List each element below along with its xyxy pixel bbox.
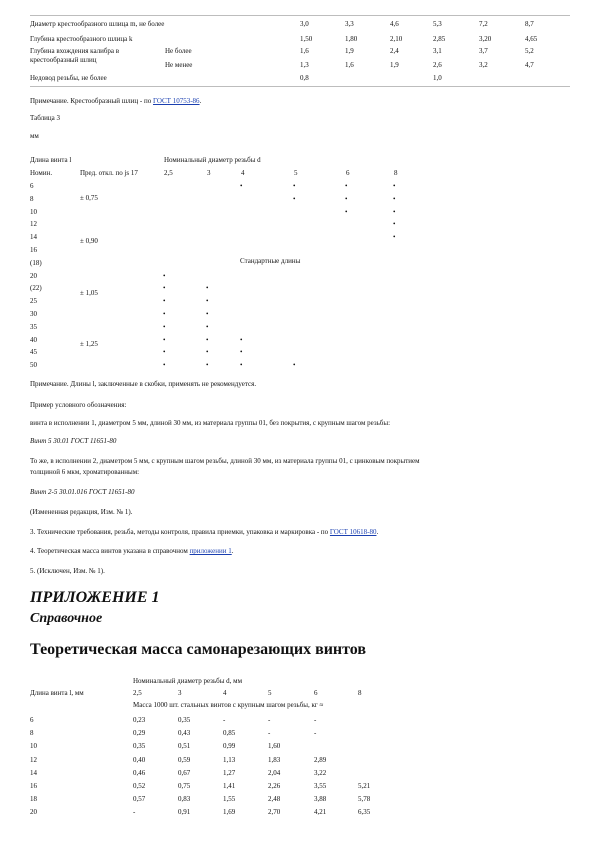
mass-diameter-header: 8 <box>358 689 362 697</box>
mass-cell: 1,83 <box>268 756 281 764</box>
cell: 5,3 <box>433 20 442 28</box>
mass-length-cell: 12 <box>30 756 37 764</box>
cell: 7,2 <box>479 20 488 28</box>
length-cell: 10 <box>30 208 37 216</box>
mass-cell: 0,52 <box>133 782 146 790</box>
mass-cell: 0,35 <box>133 742 146 750</box>
mass-cell: 0,83 <box>178 795 191 803</box>
table-caption: Таблица 3 <box>30 114 60 122</box>
mass-cell: 0,29 <box>133 729 146 737</box>
availability-mark: • <box>393 220 396 228</box>
example2-text-cont: толщиной 6 мкм, хроматированным: <box>30 468 140 476</box>
availability-mark: • <box>393 233 396 241</box>
mass-diameter-header: 6 <box>314 689 318 697</box>
availability-mark: • <box>163 284 166 292</box>
deviation-cell: ± 1,25 <box>80 340 98 348</box>
mass-cell: 5,78 <box>358 795 371 803</box>
mass-cell: 3,22 <box>314 769 327 777</box>
availability-mark: • <box>240 182 243 190</box>
mass-cell: 0,85 <box>223 729 236 737</box>
gost-10618-link[interactable]: ГОСТ 10618-80 <box>329 528 377 536</box>
standard-lengths-label: Стандартные длины <box>240 257 301 265</box>
cell: 1,50 <box>300 35 313 43</box>
cell: 1,6 <box>345 61 354 69</box>
revised-note: (Измененная редакция, Изм. № 1). <box>30 508 133 516</box>
mass-cell: 2,89 <box>314 756 327 764</box>
cell: 4,6 <box>390 20 399 28</box>
mass-cell: 0,23 <box>133 716 146 724</box>
cell: 1,9 <box>345 47 354 55</box>
mass-cell: 0,57 <box>133 795 146 803</box>
mass-cell: 0,46 <box>133 769 146 777</box>
mass-cell: 3,55 <box>314 782 327 790</box>
mass-cell: - <box>268 716 271 724</box>
example-title: Пример условного обозначения: <box>30 401 127 409</box>
availability-mark: • <box>163 323 166 331</box>
mass-cell: 0,91 <box>178 808 191 816</box>
row-label: Недовод резьбы, не более <box>30 74 107 82</box>
length-cell: 16 <box>30 246 37 254</box>
mass-cell: 1,69 <box>223 808 236 816</box>
mass-cell: - <box>314 716 317 724</box>
row-sublabel: Не более <box>165 47 192 55</box>
item-4-text: 4. Теоретическая масса винтов указана в справочном <box>30 547 190 555</box>
cell: 8,7 <box>525 20 534 28</box>
mass-cell: 1,13 <box>223 756 236 764</box>
availability-mark: • <box>206 284 209 292</box>
appendix-title: ПРИЛОЖЕНИЕ 1 <box>30 589 160 606</box>
cell: 1,3 <box>300 61 309 69</box>
availability-mark: • <box>206 336 209 344</box>
deviation-cell: ± 0,75 <box>80 194 98 202</box>
mass-diameter-header: 2,5 <box>133 689 142 697</box>
cell: 2,6 <box>433 61 442 69</box>
row-sublabel: Не менее <box>165 61 193 69</box>
cell: 3,7 <box>479 47 488 55</box>
length-cell: 14 <box>30 233 37 241</box>
availability-mark: • <box>293 195 296 203</box>
item-5: 5. (Исключен, Изм. № 1). <box>30 567 105 575</box>
mass-cell: 0,59 <box>178 756 191 764</box>
example1-code: Винт 5 30.01 ГОСТ 11651-80 <box>30 437 117 445</box>
cell: 1,9 <box>390 61 399 69</box>
note-crosshead <box>30 96 201 107</box>
item-4 <box>30 546 233 557</box>
availability-mark: • <box>163 361 166 369</box>
item-3 <box>30 527 378 538</box>
cell: 4,7 <box>525 61 534 69</box>
table-unit: мм <box>30 132 39 140</box>
mass-cell: - <box>268 729 271 737</box>
mass-diameter-header: 5 <box>268 689 272 697</box>
mass-cell: 0,67 <box>178 769 191 777</box>
length-cell: 8 <box>30 195 34 203</box>
mass-diameter-header: 4 <box>223 689 227 697</box>
mass-length-cell: 16 <box>30 782 37 790</box>
cell: 1,0 <box>433 74 442 82</box>
mass-cell: 6,35 <box>358 808 371 816</box>
cell: 3,2 <box>479 61 488 69</box>
mass-cell: 0,75 <box>178 782 191 790</box>
diameter-header: 5 <box>294 169 298 177</box>
length-cell: 40 <box>30 336 37 344</box>
diameter-header: 4 <box>241 169 245 177</box>
availability-mark: • <box>393 182 396 190</box>
gost-10753-link[interactable]: ГОСТ 10753-86 <box>153 97 200 105</box>
length-cell: (18) <box>30 259 42 267</box>
deviation-cell: ± 0,90 <box>80 237 98 245</box>
header-diameter: Номинальный диаметр резьбы d <box>164 156 261 164</box>
mass-cell: 0,43 <box>178 729 191 737</box>
mass-cell: 1,55 <box>223 795 236 803</box>
availability-mark: • <box>240 361 243 369</box>
availability-mark: • <box>240 348 243 356</box>
availability-mark: • <box>206 297 209 305</box>
diameter-header: 2,5 <box>164 169 173 177</box>
cell: 3,3 <box>345 20 354 28</box>
row-label: Глубина крестообразного шлица k <box>30 35 133 43</box>
availability-mark: • <box>163 297 166 305</box>
note-brackets: Примечание. Длины l, заключенные в скобки, применять не рекомендуется. <box>30 380 257 388</box>
mass-cell: 0,51 <box>178 742 191 750</box>
length-cell: (22) <box>30 284 42 292</box>
availability-mark: • <box>206 310 209 318</box>
length-cell: 20 <box>30 272 37 280</box>
cell: 3,1 <box>433 47 442 55</box>
cell: 2,85 <box>433 35 446 43</box>
header-nominal: Номин. <box>30 169 53 177</box>
mass-cell: 2,26 <box>268 782 281 790</box>
note-tail: . <box>199 97 202 105</box>
mass-length-cell: 20 <box>30 808 37 816</box>
mass-cell: 0,35 <box>178 716 191 724</box>
mass-cell: 2,70 <box>268 808 281 816</box>
diameter-header: 3 <box>207 169 211 177</box>
diameter-header: 8 <box>394 169 398 177</box>
cell: 1,80 <box>345 35 358 43</box>
mass-header-length: Длина винта l, мм <box>30 689 84 697</box>
mass-length-cell: 14 <box>30 769 37 777</box>
mass-cell: - <box>223 716 226 724</box>
availability-mark: • <box>393 208 396 216</box>
length-cell: 12 <box>30 220 37 228</box>
length-cell: 6 <box>30 182 34 190</box>
cell: 3,0 <box>300 20 309 28</box>
availability-mark: • <box>163 272 166 280</box>
cell: 1,6 <box>300 47 309 55</box>
cell: 4,65 <box>525 35 538 43</box>
deviation-cell: ± 1,05 <box>80 289 98 297</box>
mass-cell: - <box>133 808 136 816</box>
cell: 2,10 <box>390 35 403 43</box>
availability-mark: • <box>293 361 296 369</box>
appendix-1-link[interactable]: приложении 1 <box>189 547 232 555</box>
length-cell: 30 <box>30 310 37 318</box>
header-deviation: Пред. откл. по js 17 <box>80 169 138 177</box>
availability-mark: • <box>293 182 296 190</box>
availability-mark: • <box>393 195 396 203</box>
mass-subheader: Масса 1000 шт. стальных винтов с крупным шагом резьбы, кг ≈ <box>133 701 324 709</box>
availability-mark: • <box>163 310 166 318</box>
diameter-header: 6 <box>346 169 350 177</box>
item-3-text: 3. Технические требования, резьба, методы контроля, правила приемки, упаковка и маркировка - по <box>30 528 330 536</box>
example2-text: То же, в исполнении 2, диаметром 5 мм, с крупным шагом резьбы, длиной 30 мм, из материала группы 01, с цинковым покрытием <box>30 457 420 465</box>
availability-mark: • <box>206 323 209 331</box>
mass-cell: 3,88 <box>314 795 327 803</box>
mass-cell: 2,04 <box>268 769 281 777</box>
mass-length-cell: 18 <box>30 795 37 803</box>
note-text: Примечание. Крестообразный шлиц - по <box>30 97 153 105</box>
availability-mark: • <box>345 182 348 190</box>
mass-cell: - <box>314 729 317 737</box>
mass-header-diameter: Номинальный диаметр резьбы d, мм <box>133 677 243 685</box>
availability-mark: • <box>163 336 166 344</box>
header-length: Длина винта l <box>30 156 72 164</box>
mass-cell: 1,60 <box>268 742 281 750</box>
cell: 2,4 <box>390 47 399 55</box>
mass-cell: 2,48 <box>268 795 281 803</box>
row-label: Глубина вхождения калибра в крестообразный шлиц <box>30 47 120 64</box>
length-cell: 50 <box>30 361 37 369</box>
mass-diameter-header: 3 <box>178 689 182 697</box>
availability-mark: • <box>345 208 348 216</box>
length-cell: 45 <box>30 348 37 356</box>
item-3-tail: . <box>376 528 379 536</box>
appendix-subtitle: Справочное <box>30 611 103 626</box>
row-label: Диаметр крестообразного шлица m, не более <box>30 20 165 28</box>
cell: 0,8 <box>300 74 309 82</box>
mass-cell: 5,21 <box>358 782 371 790</box>
mass-length-cell: 10 <box>30 742 37 750</box>
cell: 3,20 <box>479 35 492 43</box>
availability-mark: • <box>240 336 243 344</box>
mass-cell: 1,27 <box>223 769 236 777</box>
mass-table-title: Теоретическая масса самонарезающих винтов <box>30 641 367 658</box>
length-cell: 35 <box>30 323 37 331</box>
example2-code: Винт 2-5 30.01.016 ГОСТ 11651-80 <box>30 488 135 496</box>
cell: 5,2 <box>525 47 534 55</box>
mass-cell: 1,41 <box>223 782 236 790</box>
availability-mark: • <box>206 348 209 356</box>
mass-cell: 0,99 <box>223 742 236 750</box>
mass-cell: 4,21 <box>314 808 327 816</box>
availability-mark: • <box>163 348 166 356</box>
availability-mark: • <box>345 195 348 203</box>
mass-length-cell: 8 <box>30 729 34 737</box>
mass-cell: 0,40 <box>133 756 146 764</box>
availability-mark: • <box>206 361 209 369</box>
item-4-tail: . <box>231 547 234 555</box>
example1-text: винта в исполнении 1, диаметром 5 мм, длиной 30 мм, из материала группы 01, без покрытия, с крупным шагом резьбы: <box>30 419 391 427</box>
mass-length-cell: 6 <box>30 716 34 724</box>
length-cell: 25 <box>30 297 37 305</box>
